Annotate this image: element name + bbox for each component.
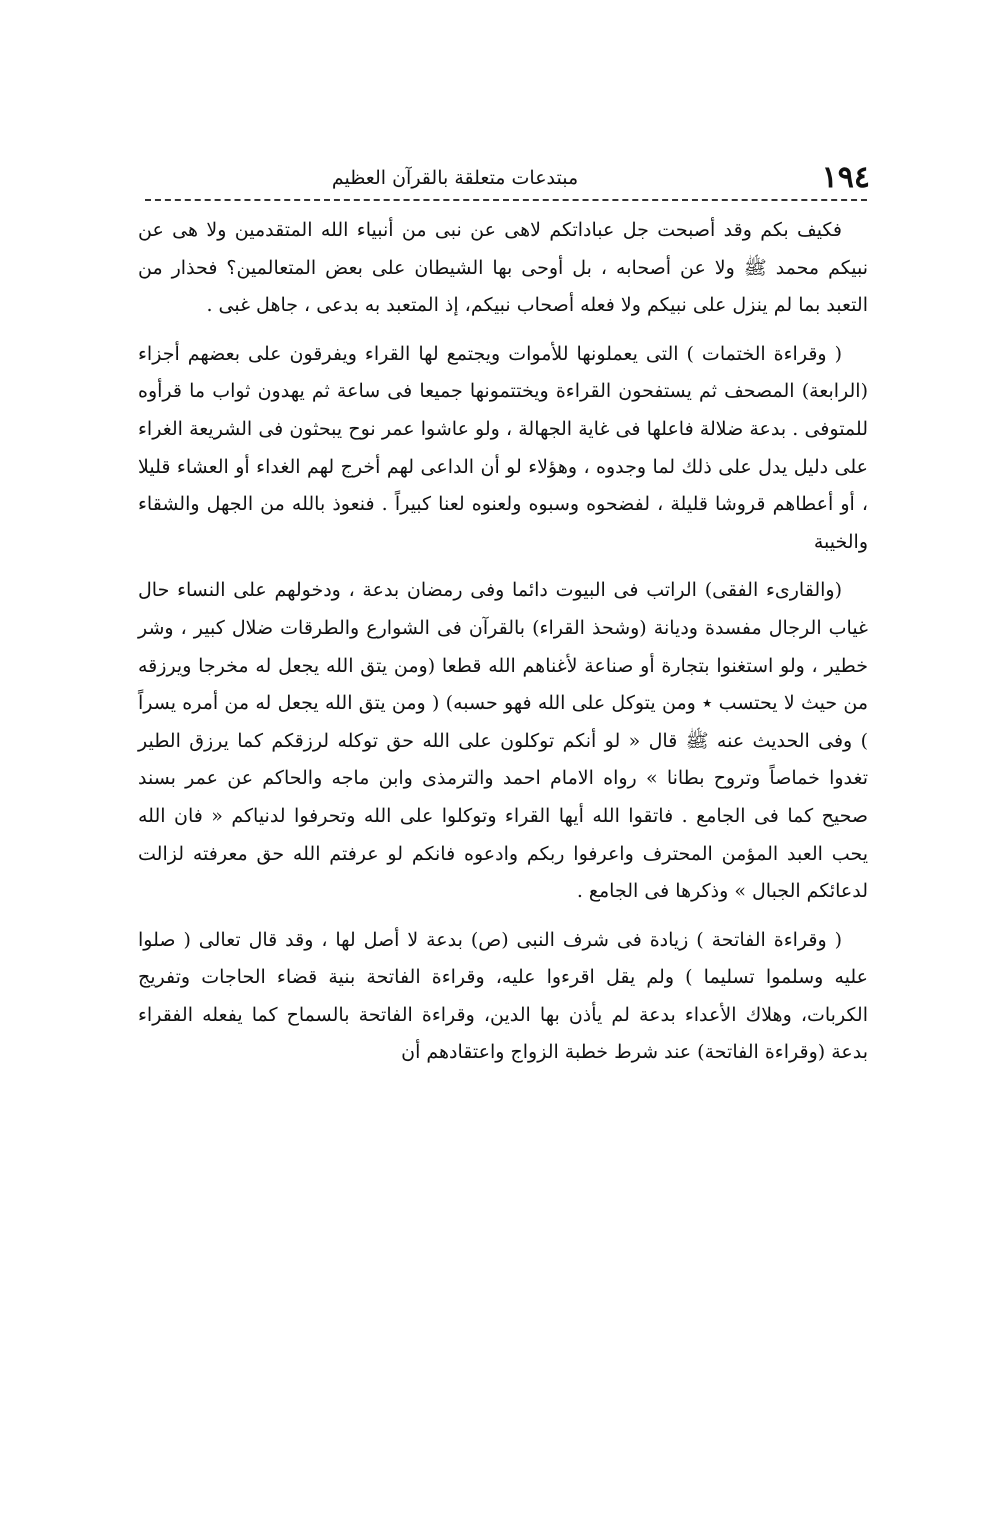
page-number: ١٩٤ bbox=[821, 160, 870, 195]
page-header bbox=[140, 158, 870, 198]
page-body bbox=[138, 212, 868, 1072]
paragraph-3: (والقارىء الفقى) الراتب فى البيوت دائما وفى رمضان بدعة ، ودخولهم على النساء حال غياب الرجال مفسدة وديانة (وشحذ القراء) بالقرآن فى الشوارع والطرقات ضلال كبير ، وشر خطير ، ولو استغنوا بتجارة أو صناعة لأغناهم الله قطعا (ومن يتق الله يجعل له مخرجا ويرزقه من حيث لا يحتسب ٭ ومن يتوكل على الله فهو حسبه) ( ومن يتق الله يجعل له من أمره يسراً ) وفى الحديث عنه ﷺ قال « لو أنكم توكلون على الله حق توكله لرزقكم كما يرزق الطير تغدوا خماصاً وتروح بطانا » رواه الامام احمد والترمذى وابن ماجه والحاكم عن عمر بسند صحيح كما فى الجامع . فاتقوا الله أيها القراء وتوكلوا على الله وتحرفوا لدنياكم « فان الله يحب العبد المؤمن المحترف واعرفوا ربكم وادعوه فانكم لو عرفتم الله حق معرفته لزالت لدعائكم الجبال » وذكرها فى الجامع . bbox=[138, 579, 868, 903]
running-title: مبتدعات متعلقة بالقرآن العظيم bbox=[331, 167, 579, 189]
paragraph-4: ( وقراءة الفاتحة ) زيادة فى شرف النبى (ص) بدعة لا أصل لها ، وقد قال تعالى ( صلوا عليه وسلموا تسليما ) ولم يقل اقرءوا عليه، وقراءة الفاتحة بنية قضاء الحاجات وتفريج الكربات، وهلاك الأعداء بدعة لم يأذن بها الدين، وقراءة الفاتحة بالسماح كما يفعله الفقراء بدعة (وقراءة الفاتحة) عند شرط خطبة الزواج واعتقادهم أن bbox=[138, 928, 868, 1064]
paragraph-2: ( وقراءة الختمات ) التى يعملونها للأموات ويجتمع لها القراء ويفرقون على بعضهم أجزاء (الرابعة) المصحف ثم يستفحون القراءة ويختتمونها جميعا فى ساعة ثم يهدون ثواب ما قرأوه للمتوفى . بدعة ضلالة فاعلها فى غاية الجهالة ، ولو عاشوا عمر نوح يبحثون فى الشريعة الغراء على دليل يدل على ذلك لما وجدوه ، وهؤلاء لو أن الداعى لهم أخرج لهم الغداء أو العشاء قليلا ، أو أعطاهم قروشا قليلة ، لفضحوه وسبوه ولعنوه لعنا كبيراً . فنعوذ بالله من الجهل والشقاء والخيبة bbox=[138, 342, 868, 553]
header-divider bbox=[145, 199, 867, 201]
paragraph-1: فكيف بكم وقد أصبحت جل عباداتكم لاهى عن نبى من أنبياء الله المتقدمين ولا هى عن نبيكم محمد ﷺ ولا عن أصحابه ، بل أوحى بها الشيطان على بعض المتعالمين؟ فحذار من التعبد بما لم ينزل على نبيكم ولا فعله أصحاب نبيكم، إذ المتعبد به بدعى ، جاهل غبى . bbox=[138, 219, 868, 317]
